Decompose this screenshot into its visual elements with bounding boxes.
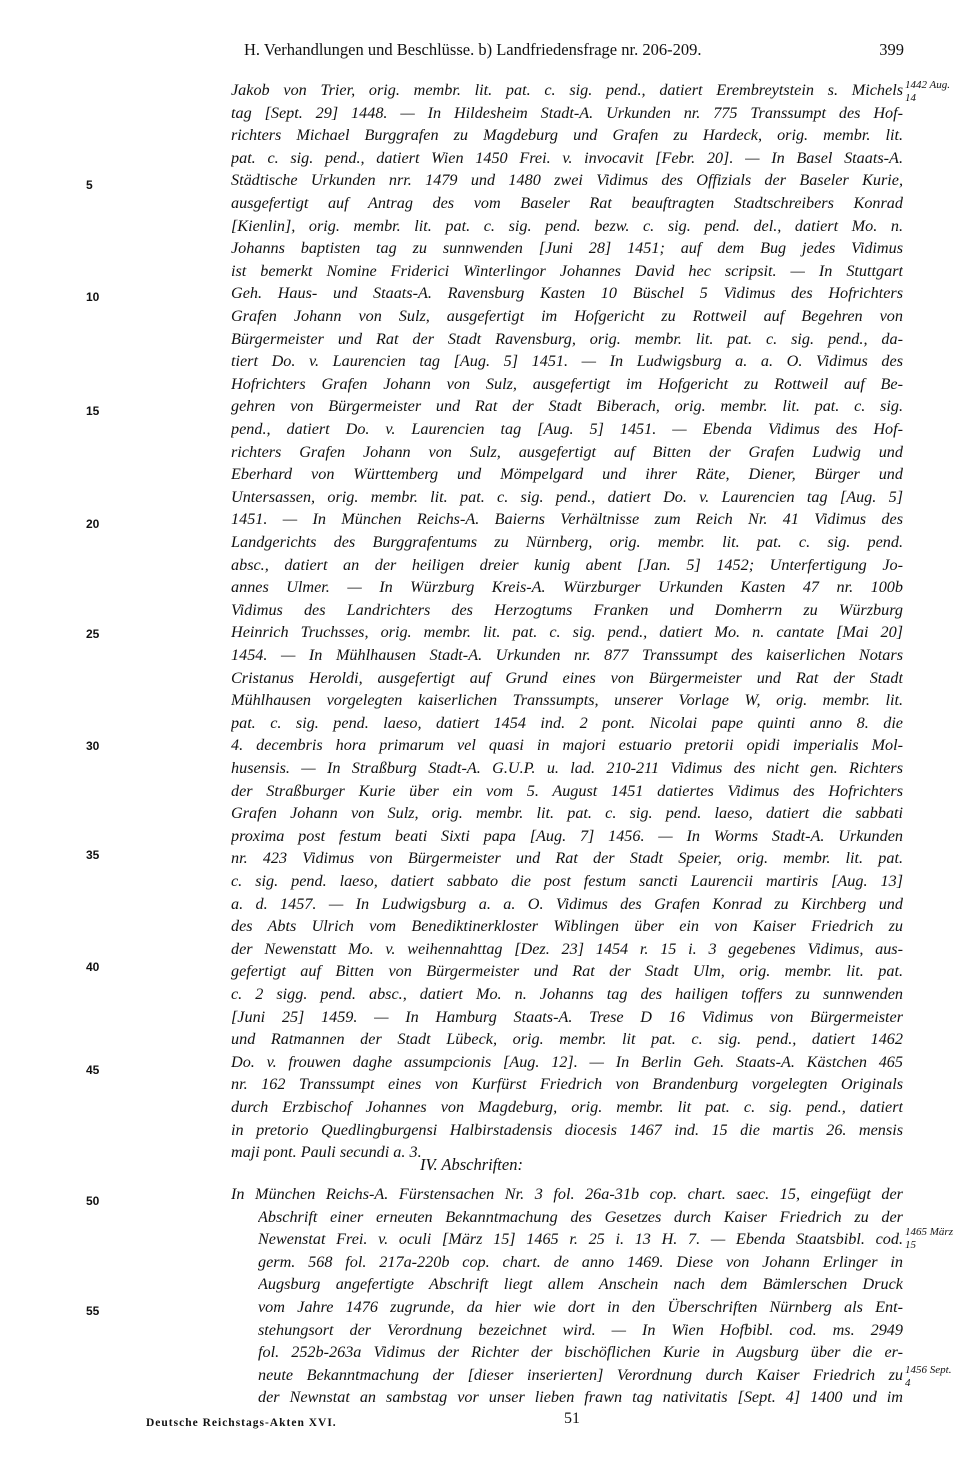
text-line: c. sig. pend. laeso, datiert sabbato die post festum sancti Laurencii martiris [Aug. 13]: [231, 872, 903, 890]
text-line: nr. 423 Vidimus von Bürgermeister und Rat der Stadt Speier, orig. membr. lit. pat.: [231, 849, 903, 868]
margin-date-note: 1442 Aug. 14: [905, 79, 951, 104]
text-line: Untersassen, orig. membr. lit. pat. c. sig. pend., datiert Do. v. Laurencien tag [Aug. 5]: [231, 487, 903, 506]
text-line: a. d. 1457. — In Ludwigsburg a. a. O. Vidimus des Grafen Konrad zu Kirchberg und: [231, 894, 903, 913]
text-line: tag [Sept. 29] 1448. — In Hildesheim Stadt-A. Urkunden nr. 775 Transsumpt des Hof-: [231, 103, 903, 122]
line-number: 45: [86, 1063, 100, 1077]
text-line: pat. c. sig. pend. laeso, datiert 1454 ind. 2 pont. Nicolai pape quinti anno 8. die: [231, 713, 903, 732]
text-line: in pretorio Quedlingburgensi Halbirstadensis diocesis 1467 ind. 15 die martis 26. mensis: [231, 1120, 903, 1139]
page-number: 399: [879, 40, 904, 59]
text-line: Grafen Johann von Sulz, orig. membr. lit. pat. c. sig. pend. laeso, datiert die sabbati: [231, 804, 903, 823]
text-line: stehungsort der Verordnung bezeichnet wird. — In Wien Hofbibl. cod. ms. 2949: [258, 1320, 903, 1339]
text-line: Landgerichts des Burggrafentums zu Nürnberg, orig. membr. lit. pat. c. sig. pend.: [231, 533, 903, 551]
line-number: 50: [86, 1194, 100, 1208]
text-line: [Kienlin], orig. membr. lit. pat. c. sig. pend. bezw. c. sig. pend. del., datiert Mo. n.: [231, 216, 903, 235]
text-line: germ. 568 fol. 217a-220b cop. chart. de anno 1469. Diese von Johann Erlinger in: [258, 1252, 903, 1271]
text-line: c. 2 sigg. pend. absc., datiert Mo. n. Johanns tag des hailigen toffers zu sunnwenden: [231, 985, 903, 1003]
text-line: Eberhard von Württemberg und Mömpelgard und ihrer Räte, Diener, Bürger und: [231, 465, 903, 484]
text-line: ausgefertigt auf Antrag des vom Baseler Rat beauftragten Stadtschreibers Konrad: [231, 194, 903, 212]
text-line: Cristanus Heroldi, ausgefertigt auf Grund eines von Bürgermeister und Rat der Stadt: [231, 668, 903, 687]
text-line: neute Bekanntmachung der [dieser inserierten] Verordnung durch Kaiser Friedrich zu: [258, 1365, 903, 1384]
text-line: [Juni 25] 1459. — In Hamburg Staats-A. Trese D 16 Vidimus von Bürgermeister: [231, 1007, 903, 1026]
text-line: proxima post festum beati Sixti papa [Aug. 7] 1456. — In Worms Stadt-A. Urkunden: [231, 826, 903, 845]
text-line: Jakob von Trier, orig. membr. lit. pat. c. sig. pend., datiert Erembreytstein s. Michels: [231, 81, 903, 99]
text-line: Bürgermeister und Rat der Stadt Ravensburg, orig. membr. lit. pat. c. sig. pend., da-: [231, 329, 903, 348]
text-line: Heinrich Truchsses, orig. membr. lit. pat. c. sig. pend., datiert Mo. n. cantate [Mai 20]: [231, 623, 903, 642]
text-line: gefertigt auf Bitten von Bürgermeister und Rat der Stadt Ulm, orig. membr. lit. pat.: [231, 962, 903, 981]
text-line: Mühlhausen vorgelegten kaiserlichen Transsumpts, unserer Vorlage W, orig. membr. lit.: [231, 691, 903, 710]
text-line: 1454. — In Mühlhausen Stadt-A. Urkunden nr. 877 Transsumpt des kaiserlichen Notars: [231, 646, 903, 664]
margin-date-note: 1465 März 15: [905, 1226, 953, 1251]
text-line: richters Michael Burggrafen zu Magdeburg und Grafen zu Hardeck, orig. membr. lit.: [231, 126, 903, 145]
text-line: Geh. Haus- und Staats-A. Ravensburg Kasten 10 Büschel 5 Vidimus des Hofrichters: [231, 284, 903, 303]
running-title: H. Verhandlungen und Beschlüsse. b) Landfriedensfrage nr. 206-209.: [244, 40, 702, 59]
text-line: Vidimus des Landrichters des Herzogtums Franken und Domherrn zu Würzburg: [231, 600, 903, 619]
text-line: tiert Do. v. Laurencien tag [Aug. 5] 1451. — In Ludwigsburg a. a. O. Vidimus des: [231, 352, 903, 371]
text-line: In München Reichs-A. Fürstensachen Nr. 3 fol. 26a-31b cop. chart. saec. 15, eingefügt der: [231, 1185, 903, 1203]
line-number: 25: [86, 627, 100, 641]
margin-date-note: 1456 Sept. 4: [905, 1364, 952, 1389]
text-line: Do. v. frouwen daghe assumpcionis [Aug. 12]. — In Berlin Geh. Staats-A. Kästchen 465: [231, 1052, 903, 1071]
running-header: [244, 40, 904, 64]
text-line: ist bemerkt Nomine Friderici Winterlingor Johannes David hec scripsit. — In Stuttgart: [231, 261, 903, 280]
line-number: 5: [86, 178, 93, 192]
text-line: nr. 162 Transsumpt eines von Kurfürst Friedrich von Brandenburg vorgelegten Originals: [231, 1075, 903, 1094]
text-line: und Ratmannen der Stadt Lübeck, orig. membr. lit pat. c. sig. pend., datiert 1462: [231, 1030, 903, 1049]
text-line: pat. c. sig. pend., datiert Wien 1450 Frei. v. invocavit [Febr. 20]. — In Basel Staats-A.: [231, 148, 903, 167]
text-line: Grafen Johann von Sulz, ausgefertigt im Hofgericht zu Rottweil auf Begehren von: [231, 307, 903, 325]
line-number: 35: [86, 848, 100, 862]
line-number: 10: [86, 290, 100, 304]
text-line: gehren von Bürgermeister und Rat der Stadt Biberach, orig. membr. lit. pat. c. sig.: [231, 397, 903, 416]
text-line: Städtische Urkunden nrr. 1479 und 1480 zwei Vidimus des Offizials der Baseler Kurie,: [231, 171, 903, 190]
text-line: 1451. — In München Reichs-A. Baierns Verhältnisse zum Reich Nr. 41 Vidimus des: [231, 510, 903, 529]
line-number: 40: [86, 960, 100, 974]
text-line: Abschrift einer erneuten Bekanntmachung des Gesetzes durch Kaiser Friedrich zu der: [258, 1207, 903, 1226]
text-line: maji pont. Pauli secundi a. 3.: [231, 1143, 422, 1162]
text-line: durch Erzbischof Johannes von Magdeburg, orig. membr. lit pat. c. sig. pend., datiert: [231, 1098, 903, 1116]
line-number: 20: [86, 517, 100, 531]
text-line: des Abts Ulrich vom Benediktinerkloster Wiblingen über ein von Kaiser Friedrich zu: [231, 917, 903, 936]
text-line: Johanns baptisten tag zu sunnwenden [Juni 28] 1451; auf dem Bug jedes Vidimus: [231, 239, 903, 258]
text-line: Newenstat Frei. v. oculi [März 15] 1465 r. 25 i. 13 H. 7. — Ebenda Staatsbibl. cod.: [258, 1230, 903, 1249]
text-line: 4. decembris hora primarum vel quasi in majori estuario pretorii opidi imperialis Mol-: [231, 736, 903, 755]
text-line: vom Jahre 1476 zugrunde, da hier wie dort in den Überschriften Nürnberg als Ent-: [258, 1298, 903, 1316]
text-line: pend., datiert Do. v. Laurencien tag [Aug. 5] 1451. — Ebenda Vidimus des Hof-: [231, 420, 903, 438]
text-line: fol. 252b-263a Vidimus der Richter der bischöflichen Kurie in Augsburg über die er-: [258, 1343, 903, 1362]
line-number: 55: [86, 1304, 100, 1318]
footer-signature: Deutsche Reichstags-Akten XVI.: [146, 1417, 337, 1429]
sheet-number: 51: [564, 1410, 580, 1427]
text-line: Hofrichters Grafen Johann von Sulz, ausgefertigt im Hofgericht zu Rottweil auf Be-: [231, 374, 903, 393]
text-line: Augsburg angefertigte Abschrift liegt allem Anschein nach dem Bämlerschen Druck: [258, 1275, 903, 1294]
text-line: richters Grafen Johann von Sulz, ausgefertigt auf Bitten der Grafen Ludwig und: [231, 442, 903, 461]
text-line: der Newnstat an sambstag vor unser lieben frawn tag nativitatis [Sept. 4] 1400 und im: [258, 1388, 903, 1407]
text-line: husensis. — In Straßburg Stadt-A. G.U.P. u. lad. 210-211 Vidimus des nicht gen. Richters: [231, 759, 903, 777]
text-line: der Newenstatt Mo. v. weihennahttag [Dez. 23] 1454 r. 15 i. 3 gegebenes Vidimus, aus-: [231, 939, 903, 958]
line-number: 30: [86, 739, 100, 753]
text-line: annes Ulmer. — In Würzburg Kreis-A. Würzburger Urkunden Kasten 47 nr. 100b: [231, 578, 903, 597]
section-heading: IV. Abschriften:: [420, 1155, 523, 1174]
line-number: 15: [86, 404, 100, 418]
text-line: absc., datiert an der heiligen dreier kunig abent [Jan. 5] 1452; Unterfertigung Jo-: [231, 555, 903, 574]
text-line: der Straßburger Kurie über ein vom 5. August 1451 datiertes Vidimus des Hofrichters: [231, 781, 903, 800]
